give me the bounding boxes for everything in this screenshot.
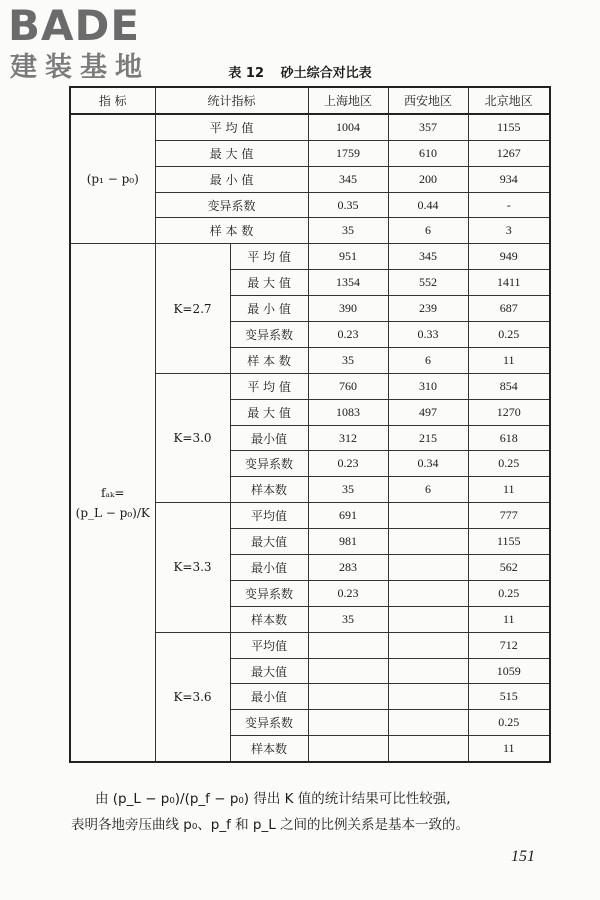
table-row xyxy=(70,114,550,140)
value-xian xyxy=(388,503,468,529)
comparison-table xyxy=(69,86,551,763)
value-xian: 497 xyxy=(388,399,468,425)
value-shanghai: 345 xyxy=(308,166,388,192)
header-xian: 西安地区 xyxy=(388,87,468,114)
value-xian: 0.44 xyxy=(388,192,468,218)
value-shanghai: 1083 xyxy=(308,399,388,425)
header-beijing: 北京地区 xyxy=(468,87,550,114)
stat-label: 变异系数 xyxy=(230,451,308,477)
value-xian xyxy=(388,555,468,581)
table-caption xyxy=(0,62,600,81)
stat-label: 样 本 数 xyxy=(230,347,308,373)
header-row xyxy=(70,87,550,114)
value-shanghai: 35 xyxy=(308,477,388,503)
stat-label: 最 大 值 xyxy=(155,140,308,166)
k-value: K=3.6 xyxy=(155,632,230,762)
value-xian: 357 xyxy=(388,114,468,140)
stat-label: 平 均 值 xyxy=(230,244,308,270)
stat-label: 最 大 值 xyxy=(230,399,308,425)
value-shanghai: 760 xyxy=(308,373,388,399)
stat-label: 最小值 xyxy=(230,555,308,581)
value-xian xyxy=(388,580,468,606)
table-title: 砂土综合对比表 xyxy=(280,66,372,81)
value-xian xyxy=(388,658,468,684)
value-shanghai: 283 xyxy=(308,555,388,581)
value-beijing: 11 xyxy=(468,606,550,632)
value-xian xyxy=(388,606,468,632)
value-xian xyxy=(388,632,468,658)
stat-label: 最大值 xyxy=(230,529,308,555)
stat-label: 样本数 xyxy=(230,736,308,762)
stat-label: 最小值 xyxy=(230,684,308,710)
value-shanghai: 981 xyxy=(308,529,388,555)
stat-label: 最大值 xyxy=(230,658,308,684)
value-beijing: 712 xyxy=(468,632,550,658)
value-xian: 552 xyxy=(388,270,468,296)
header-statistic: 统计指标 xyxy=(155,87,308,114)
value-xian: 200 xyxy=(388,166,468,192)
value-beijing: 1267 xyxy=(468,140,550,166)
paragraph-line-2: 表明各地旁压曲线 p₀、p_f 和 p_L 之间的比例关系是基本一致的。 xyxy=(71,817,470,833)
k-value: K=3.0 xyxy=(155,373,230,502)
stat-label: 最 小 值 xyxy=(155,166,308,192)
value-xian: 6 xyxy=(388,347,468,373)
value-beijing: 515 xyxy=(468,684,550,710)
stat-label: 变异系数 xyxy=(230,580,308,606)
value-xian xyxy=(388,710,468,736)
value-beijing: 0.25 xyxy=(468,322,550,348)
value-beijing: 687 xyxy=(468,296,550,322)
value-shanghai xyxy=(308,736,388,762)
value-beijing: 1411 xyxy=(468,270,550,296)
k-value: K=3.3 xyxy=(155,503,230,632)
value-beijing: 1155 xyxy=(468,529,550,555)
value-shanghai xyxy=(308,710,388,736)
value-beijing: 618 xyxy=(468,425,550,451)
value-xian xyxy=(388,736,468,762)
value-xian: 6 xyxy=(388,477,468,503)
value-xian: 239 xyxy=(388,296,468,322)
stat-label: 样本数 xyxy=(230,606,308,632)
value-xian: 0.34 xyxy=(388,451,468,477)
value-beijing: 0.25 xyxy=(468,580,550,606)
value-shanghai xyxy=(308,632,388,658)
value-shanghai: 1354 xyxy=(308,270,388,296)
fak-line-2: (p_L − p₀)/K xyxy=(75,505,150,520)
value-beijing: 11 xyxy=(468,347,550,373)
indicator-pressure-diff: (p₁ − p₀) xyxy=(70,114,155,244)
value-xian: 0.33 xyxy=(388,322,468,348)
value-beijing: 1155 xyxy=(468,114,550,140)
stat-label: 最 大 值 xyxy=(230,270,308,296)
stat-label: 变异系数 xyxy=(230,322,308,348)
value-beijing: 3 xyxy=(468,218,550,244)
k-value: K=2.7 xyxy=(155,244,230,373)
value-beijing: 934 xyxy=(468,166,550,192)
header-indicator: 指 标 xyxy=(70,87,155,114)
stat-label: 最小值 xyxy=(230,425,308,451)
value-shanghai: 0.23 xyxy=(308,322,388,348)
value-shanghai xyxy=(308,684,388,710)
stat-label: 变异系数 xyxy=(230,710,308,736)
value-shanghai: 312 xyxy=(308,425,388,451)
value-beijing: 854 xyxy=(468,373,550,399)
table-body xyxy=(70,114,550,762)
value-xian: 345 xyxy=(388,244,468,270)
value-xian xyxy=(388,684,468,710)
stat-label: 平 均 值 xyxy=(155,114,308,140)
value-shanghai xyxy=(308,658,388,684)
indicator-fak xyxy=(70,244,155,762)
fak-line-1: fₐₖ= xyxy=(100,485,125,500)
logo-sub-text: 建装基地 xyxy=(10,52,150,83)
value-shanghai: 1004 xyxy=(308,114,388,140)
value-shanghai: 35 xyxy=(308,218,388,244)
value-beijing: 1270 xyxy=(468,399,550,425)
value-shanghai: 0.23 xyxy=(308,451,388,477)
value-shanghai: 0.23 xyxy=(308,580,388,606)
value-shanghai: 35 xyxy=(308,606,388,632)
stat-label: 平均值 xyxy=(230,632,308,658)
value-xian: 610 xyxy=(388,140,468,166)
value-xian: 6 xyxy=(388,218,468,244)
value-beijing: 11 xyxy=(468,477,550,503)
value-beijing: 0.25 xyxy=(468,710,550,736)
value-shanghai: 1759 xyxy=(308,140,388,166)
value-xian: 215 xyxy=(388,425,468,451)
header-shanghai: 上海地区 xyxy=(308,87,388,114)
value-xian xyxy=(388,529,468,555)
value-beijing: 1059 xyxy=(468,658,550,684)
value-beijing: 949 xyxy=(468,244,550,270)
paragraph-line-1: 由 (p_L − p₀)/(p_f − p₀) 得出 K 值的统计结果可比性较强, xyxy=(95,791,451,807)
table-row xyxy=(70,244,550,270)
value-beijing: 11 xyxy=(468,736,550,762)
value-beijing: 562 xyxy=(468,555,550,581)
value-shanghai: 0.35 xyxy=(308,192,388,218)
stat-label: 样 本 数 xyxy=(155,218,308,244)
table-number: 表 12 xyxy=(228,66,265,81)
stat-label: 最 小 值 xyxy=(230,296,308,322)
stat-label: 平均值 xyxy=(230,503,308,529)
value-beijing: - xyxy=(468,192,550,218)
value-shanghai: 390 xyxy=(308,296,388,322)
stat-label: 样本数 xyxy=(230,477,308,503)
value-shanghai: 951 xyxy=(308,244,388,270)
body-paragraph xyxy=(71,786,551,838)
value-beijing: 777 xyxy=(468,503,550,529)
logo-main-text: BADE xyxy=(8,1,141,50)
stat-label: 变异系数 xyxy=(155,192,308,218)
page-number: 151 xyxy=(511,848,535,865)
value-shanghai: 691 xyxy=(308,503,388,529)
value-shanghai: 35 xyxy=(308,347,388,373)
value-beijing: 0.25 xyxy=(468,451,550,477)
stat-label: 平 均 值 xyxy=(230,373,308,399)
value-xian: 310 xyxy=(388,373,468,399)
